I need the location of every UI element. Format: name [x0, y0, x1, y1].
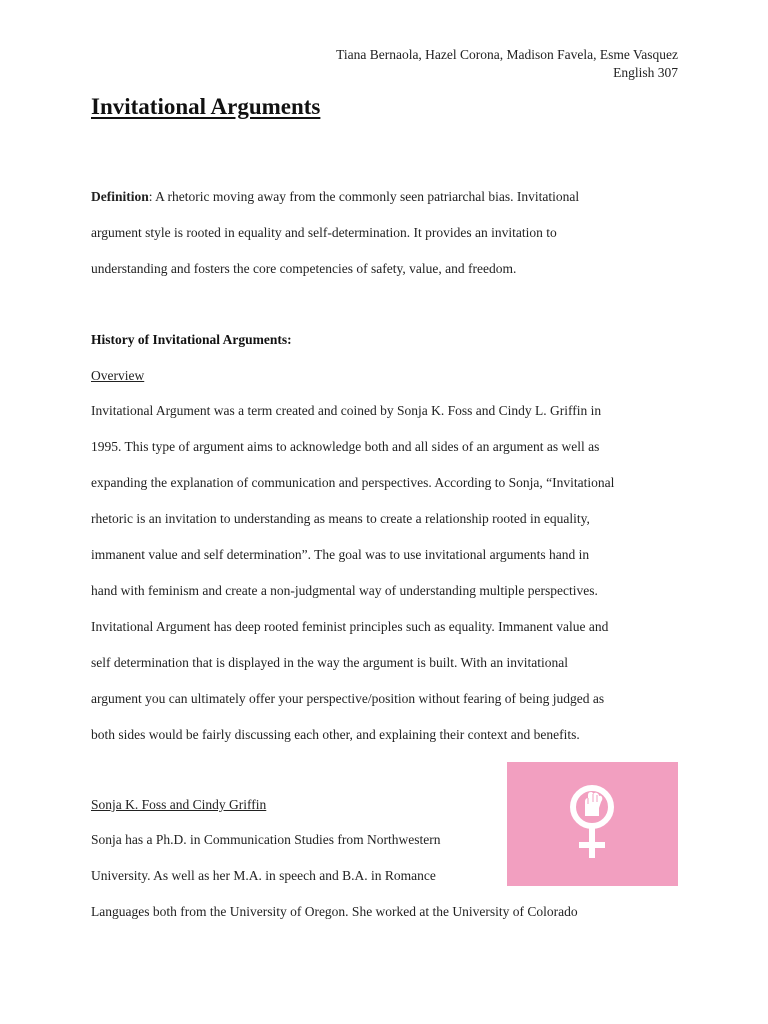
overview-line: self determination that is displayed in the way the argument is built. With an invitational [91, 655, 568, 670]
history-heading: History of Invitational Arguments: [91, 332, 292, 347]
definition-line: : A rhetoric moving away from the commonly seen patriarchal bias. Invitational [148, 189, 580, 204]
definition-label: Definition [91, 189, 149, 204]
overview-line: 1995. This type of argument aims to acknowledge both and all sides of an argument as well as [91, 439, 600, 454]
overview-line: Invitational Argument was a term created and coined by Sonja K. Foss and Cindy L. Griffin in [91, 403, 602, 418]
foss-griffin-paragraph [91, 822, 691, 930]
overview-paragraph [91, 393, 691, 753]
definition-line: argument style is rooted in equality and self-determination. It provides an invitation to [91, 225, 557, 240]
foss-griffin-heading: Sonja K. Foss and Cindy Griffin [91, 797, 267, 812]
definition-line: understanding and fosters the core competencies of safety, value, and freedom. [91, 261, 517, 276]
overview-line: hand with feminism and create a non-judgmental way of understanding multiple perspectives. [91, 583, 598, 598]
document-title: Invitational Arguments [91, 94, 321, 119]
overview-line: argument you can ultimately offer your perspective/position without fearing of being judged as [91, 691, 605, 706]
course-name: English 307 [613, 65, 678, 80]
foss-line: Sonja has a Ph.D. in Communication Studies from Northwestern [91, 832, 441, 847]
overview-line: both sides would be fairly discussing each other, and explaining their context and benefits. [91, 727, 580, 742]
foss-line: Languages both from the University of Oregon. She worked at the University of Colorado [91, 904, 578, 919]
author-names: Tiana Bernaola, Hazel Corona, Madison Favela, Esme Vasquez [336, 47, 678, 62]
overview-line: Invitational Argument has deep rooted feminist principles such as equality. Immanent value and [91, 619, 609, 634]
definition-paragraph [91, 179, 691, 287]
overview-line: expanding the explanation of communication and perspectives. According to Sonja, “Invitational [91, 475, 615, 490]
overview-heading: Overview [91, 368, 145, 383]
foss-line: University. As well as her M.A. in speech and B.A. in Romance [91, 868, 436, 883]
overview-line: rhetoric is an invitation to understanding as means to create a relationship rooted in equality, [91, 511, 590, 526]
overview-line: immanent value and self determination”. The goal was to use invitational arguments hand in [91, 547, 590, 562]
